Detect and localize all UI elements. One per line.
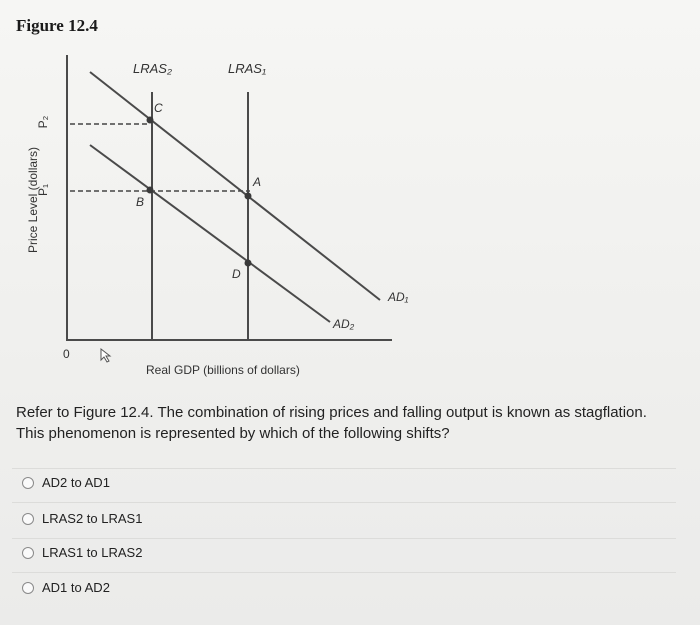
option-label: LRAS1 to LRAS2 xyxy=(42,545,143,560)
cursor-icon xyxy=(101,349,110,362)
lras1-label: LRAS₁ xyxy=(228,61,267,76)
tick-label-p2: P₂ xyxy=(36,115,50,129)
radio-icon[interactable] xyxy=(22,477,34,489)
y-axis-label: Price Level (dollars) xyxy=(26,146,40,254)
radio-icon[interactable] xyxy=(22,513,34,525)
radio-icon[interactable] xyxy=(22,582,34,594)
option-ad2-to-ad1[interactable] xyxy=(22,475,110,490)
option-lras2-to-lras1[interactable] xyxy=(22,511,142,526)
ad2-label: AD₂ xyxy=(333,317,355,331)
point-a-label: A xyxy=(253,175,262,189)
option-label: AD2 to AD1 xyxy=(42,475,110,490)
origin-label: 0 xyxy=(63,347,70,361)
option-ad1-to-ad2[interactable] xyxy=(22,580,110,595)
point-d xyxy=(245,260,252,267)
ad1-curve xyxy=(90,72,380,300)
divider xyxy=(12,538,676,539)
option-lras1-to-lras2[interactable] xyxy=(22,545,142,560)
question-text: Refer to Figure 12.4. The combination of rising prices and falling output is known as stagflation. This phenomenon is represented by which of the following shifts? xyxy=(16,404,647,442)
option-label: LRAS2 to LRAS1 xyxy=(42,511,143,526)
point-c xyxy=(147,117,154,124)
option-label: AD1 to AD2 xyxy=(42,580,110,595)
point-c-label: C xyxy=(154,101,163,115)
lras2-label: LRAS₂ xyxy=(133,61,172,76)
tick-label-p1: P₁ xyxy=(36,183,50,197)
radio-icon[interactable] xyxy=(22,547,34,559)
divider xyxy=(12,572,676,573)
point-b-label: B xyxy=(136,195,145,209)
point-a xyxy=(245,193,252,200)
divider xyxy=(12,468,676,469)
divider xyxy=(12,502,676,503)
point-d-label: D xyxy=(232,267,241,281)
x-axis-label: Real GDP (billions of dollars) xyxy=(146,363,300,377)
figure-title: Figure 12.4 xyxy=(16,16,98,35)
ad1-label: AD₁ xyxy=(388,290,409,304)
point-b xyxy=(147,187,154,194)
